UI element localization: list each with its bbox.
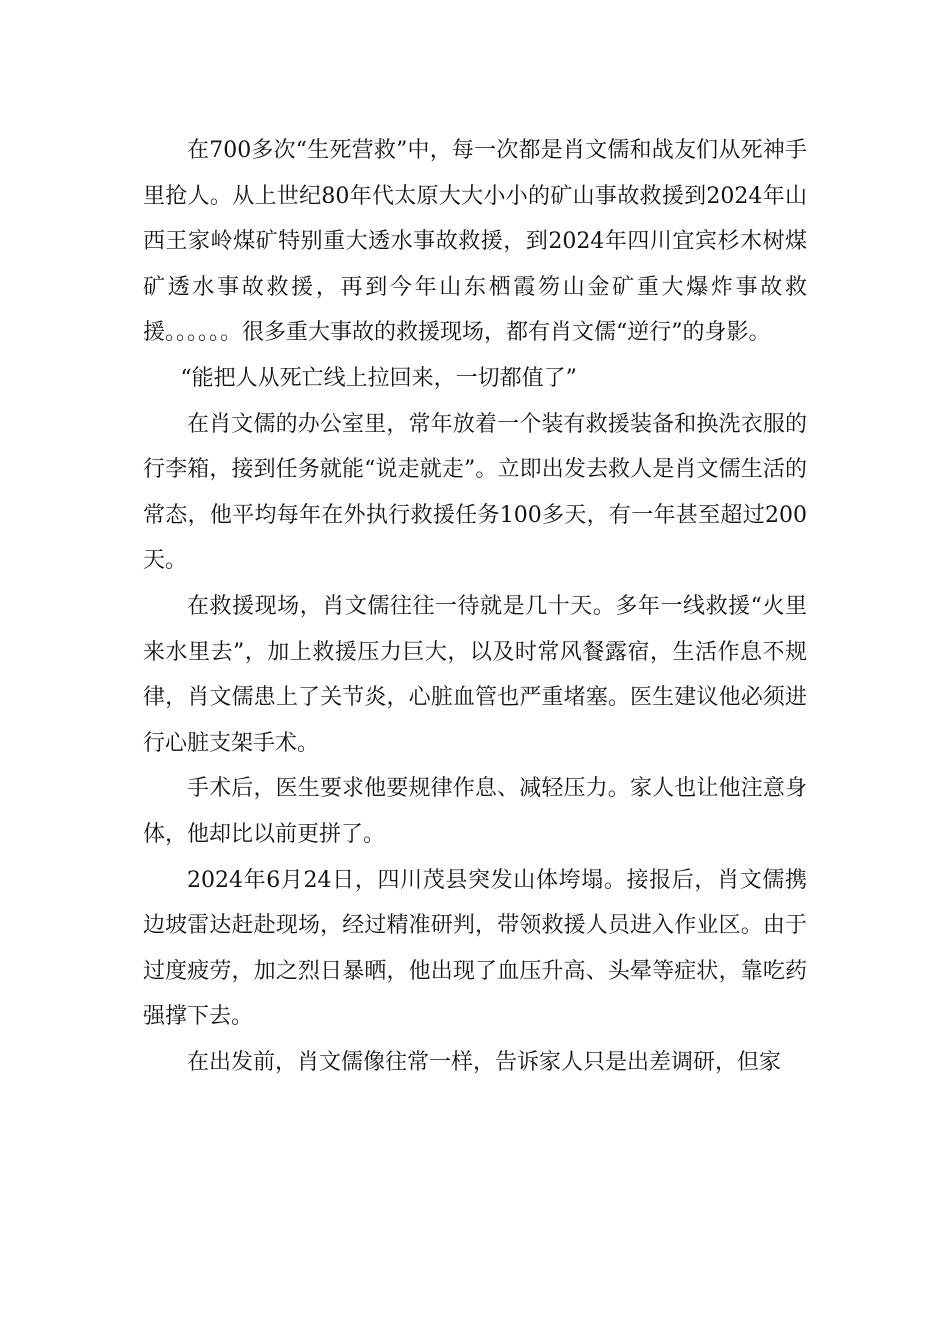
paragraph-maoxian-landslide: 2024年6月24日，四川茂县突发山体垮塌。接报后，肖文儒携边坡雷达赶赴现场，经过精准研判，带领救援人员进入作业区。由于过度疲劳，加之烈日暴晒，他出现了血压升高、头晕等症状，靠吃药强撑下去。	[143, 867, 807, 1030]
section-heading-quote: “能把人从死亡线上拉回来，一切都值了”	[180, 365, 577, 391]
paragraph-after-surgery: 手术后，医生要求他要规律作息、减轻压力。家人也让他注意身体，他却比以前更拼了。	[143, 776, 807, 847]
paragraph-health-condition: 在救援现场，肖文儒往往一待就是几十天。多年一线救援“火里来水里去”，加上救援压力巨大，以及时常风餐露宿，生活作息不规律，肖文儒患上了关节炎，心脏血管也严重堵塞。医生建议他必须进行心脏支架手术。	[143, 593, 807, 756]
paragraph-rescue-history: 在700多次“生死营救”中，每一次都是肖文儒和战友们从死神手里抢人。从上世纪80年代太原大大小小的矿山事故救援到2024年山西王家岭煤矿特别重大透水事故救援，到2024年四川宜宾杉木树煤矿透水事故救援，再到今年山东栖霞笏山金矿重大爆炸事故救援。。。。。。很多重大事故的救援现场，都有肖文儒“逆行”的身影。	[143, 138, 807, 346]
paragraph-office-suitcase: 在肖文儒的办公室里，常年放着一个装有救援装备和换洗衣服的行李箱，接到任务就能“说走就走”。立即出发去救人是肖文儒生活的常态，他平均每年在外执行救援任务100多天，有一年甚至超过200天。	[143, 411, 807, 574]
article-body	[143, 128, 807, 1085]
paragraph-before-departure: 在出发前，肖文儒像往常一样，告诉家人只是出差调研，但家	[187, 1049, 782, 1075]
